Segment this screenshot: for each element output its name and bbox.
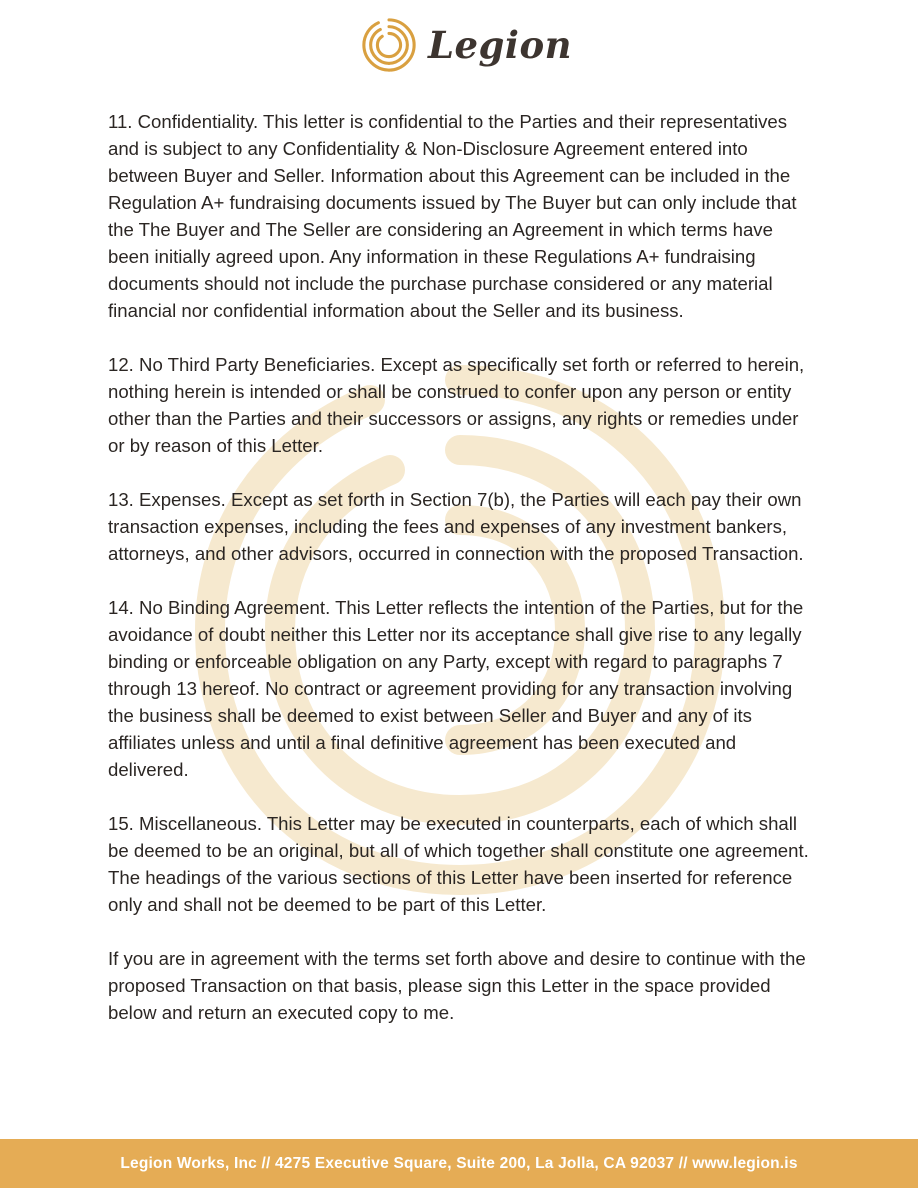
paragraph-expenses: 13. Expenses. Except as set forth in Section 7(b), the Parties will each pay their own transaction expenses, including the fees and expenses of any investment bankers, attorneys, and other advisors, occurred in connection with the proposed Transaction.: [108, 489, 804, 564]
footer-address: Legion Works, Inc // 4275 Executive Square, Suite 200, La Jolla, CA 92037 // www.legion.is: [120, 1154, 798, 1172]
paragraph-no-binding-agreement: 14. No Binding Agreement. This Letter reflects the intention of the Parties, but for the avoidance of doubt neither this Letter nor its acceptance shall give rise to any legally binding or enforceable obligation on any Party, except with regard to paragraphs 7 through 13 hereof. No contract or agreement providing for any transaction involving the business shall be deemed to exist between Seller and Buyer and any of its affiliates unless and until a final definitive agreement has been executed and delivered.: [108, 597, 804, 780]
letter-body: [108, 108, 818, 1053]
paragraph-closing: If you are in agreement with the terms set forth above and desire to continue with the proposed Transaction on that basis, please sign this Letter in the space provided below and return an executed copy to me.: [108, 948, 806, 1023]
footer-band: [0, 1139, 918, 1188]
paragraph-miscellaneous: 15. Miscellaneous. This Letter may be executed in counterparts, each of which shall be deemed to be an original, but all of which together shall constitute one agreement. The headings of the various sections of this Letter have been inserted for reference only and shall not be deemed to be part of this Letter.: [108, 813, 809, 915]
brand-name: Legion: [428, 23, 573, 67]
paragraph-no-third-party-beneficiaries: 12. No Third Party Beneficiaries. Except as specifically set forth or referred to herein, nothing herein is intended or shall be construed to confer upon any person or entity other than the Parties and their successors or assigns, any rights or remedies under or by reason of this Letter.: [108, 354, 805, 456]
legion-swirl-logo-icon: [360, 16, 418, 74]
paragraph-confidentiality: 11. Confidentiality. This letter is confidential to the Parties and their representatives and is subject to any Confidentiality & Non-Disclosure Agreement entered into between Buyer and Seller. Information about this Agreement can be included in the Regulation A+ fundraising documents issued by The Buyer but can only include that the The Buyer and The Seller are considering an Agreement in which terms have been initially agreed upon. Any information in these Regulations A+ fundraising documents should not include the purchase purchase considered or any material financial nor confidential information about the Seller and its business.: [108, 111, 797, 321]
header-logo: [360, 14, 572, 76]
